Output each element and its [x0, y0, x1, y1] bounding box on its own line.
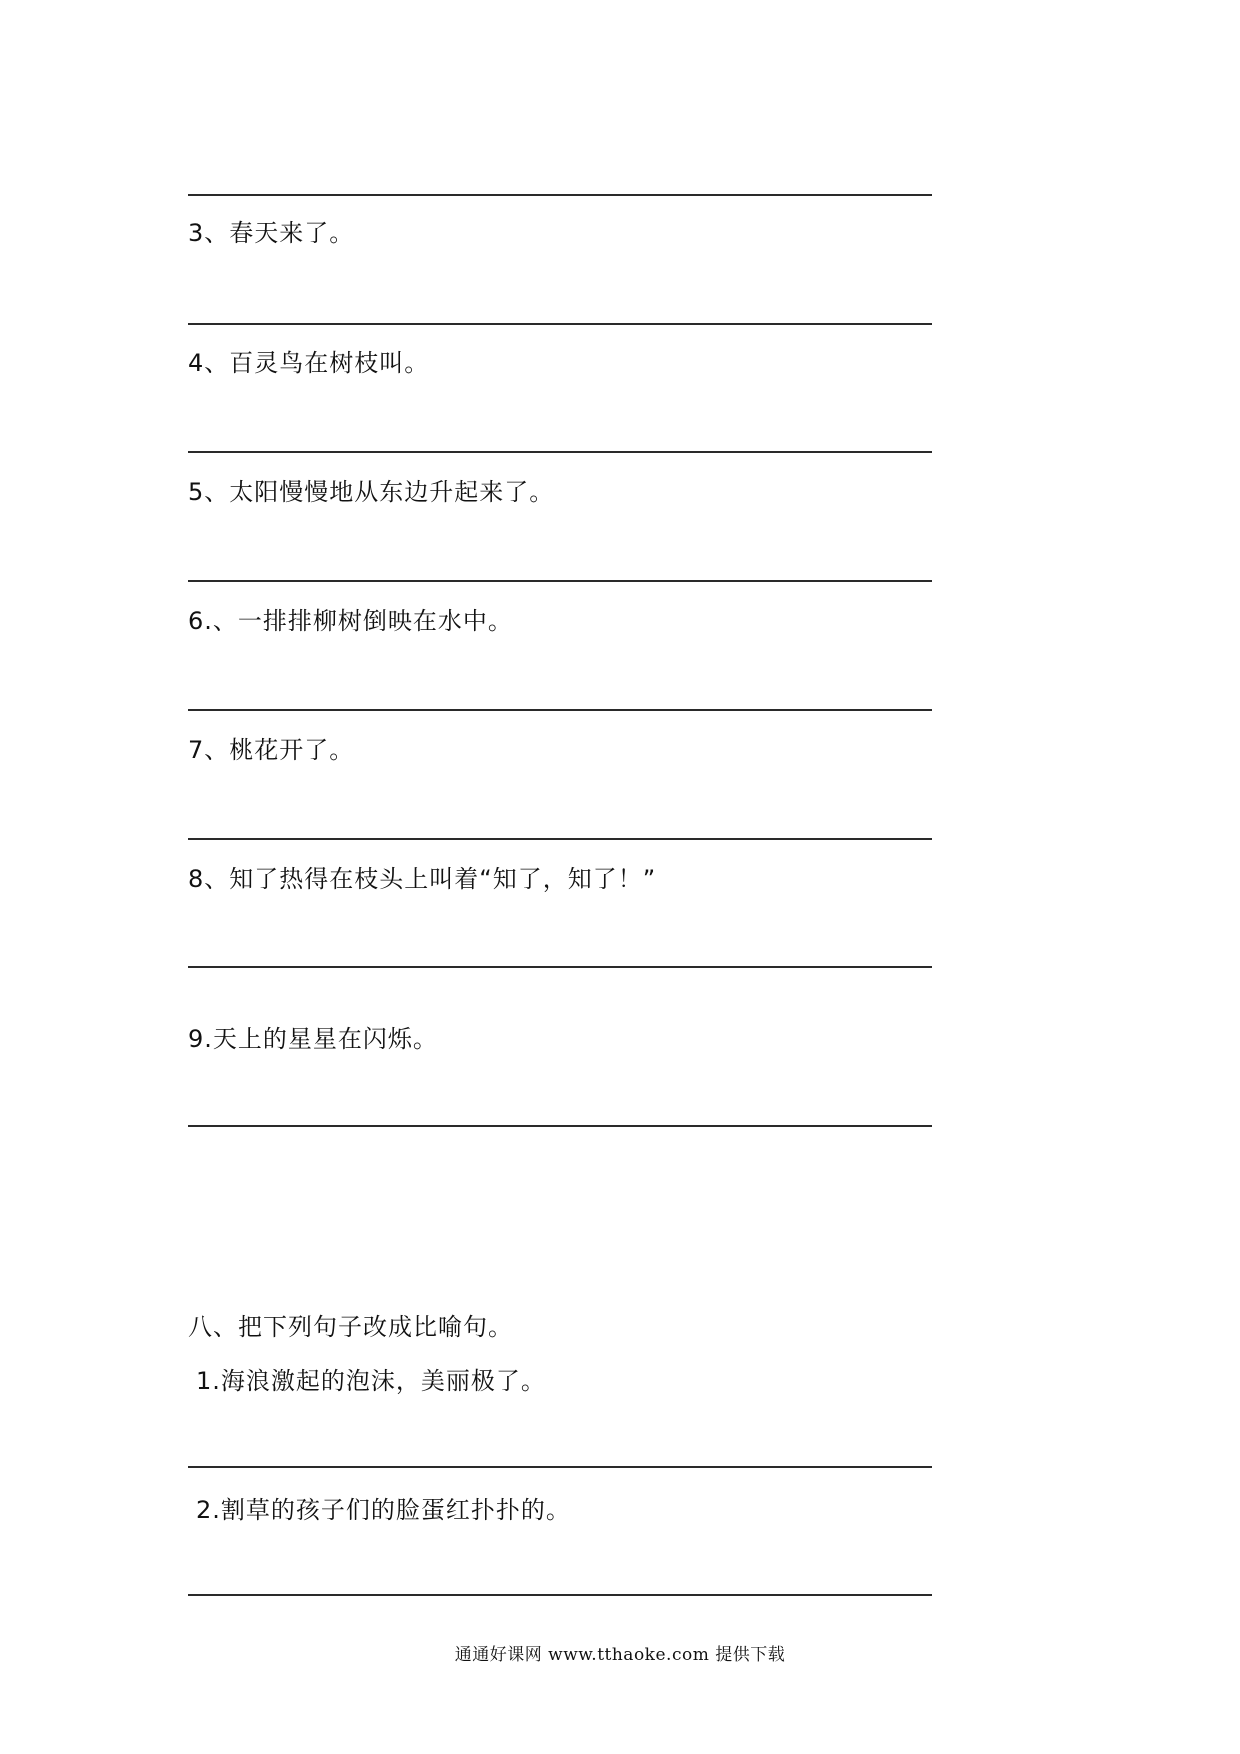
answer-line	[188, 1125, 932, 1127]
exercise-item-9: 9.天上的星星在闪烁。	[188, 1025, 438, 1053]
answer-line	[188, 580, 932, 582]
answer-line	[188, 1466, 932, 1468]
answer-line	[188, 323, 932, 325]
answer-line	[188, 709, 932, 711]
exercise-item-3: 3、春天来了。	[188, 219, 355, 247]
answer-line	[188, 451, 932, 453]
section8-item-2: 2.割草的孩子们的脸蛋红扑扑的。	[196, 1496, 571, 1524]
page-footer: 通通好课网 www.tthaoke.com 提供下载	[454, 1645, 786, 1665]
exercise-item-5: 5、太阳慢慢地从东边升起来了。	[188, 478, 555, 506]
answer-line	[188, 966, 932, 968]
section8-item-1: 1.海浪激起的泡沫，美丽极了。	[196, 1367, 546, 1395]
exercise-item-7: 7、桃花开了。	[188, 736, 355, 764]
answer-line	[188, 1594, 932, 1596]
section-heading: 八、把下列句子改成比喻句。	[188, 1313, 513, 1341]
exercise-item-8: 8、知了热得在枝头上叫着“知了，知了！”	[188, 865, 657, 893]
exercise-item-6: 6.、一排排柳树倒映在水中。	[188, 607, 513, 635]
answer-line	[188, 194, 932, 196]
exercise-item-4: 4、百灵鸟在树枝叫。	[188, 349, 430, 377]
answer-line	[188, 838, 932, 840]
